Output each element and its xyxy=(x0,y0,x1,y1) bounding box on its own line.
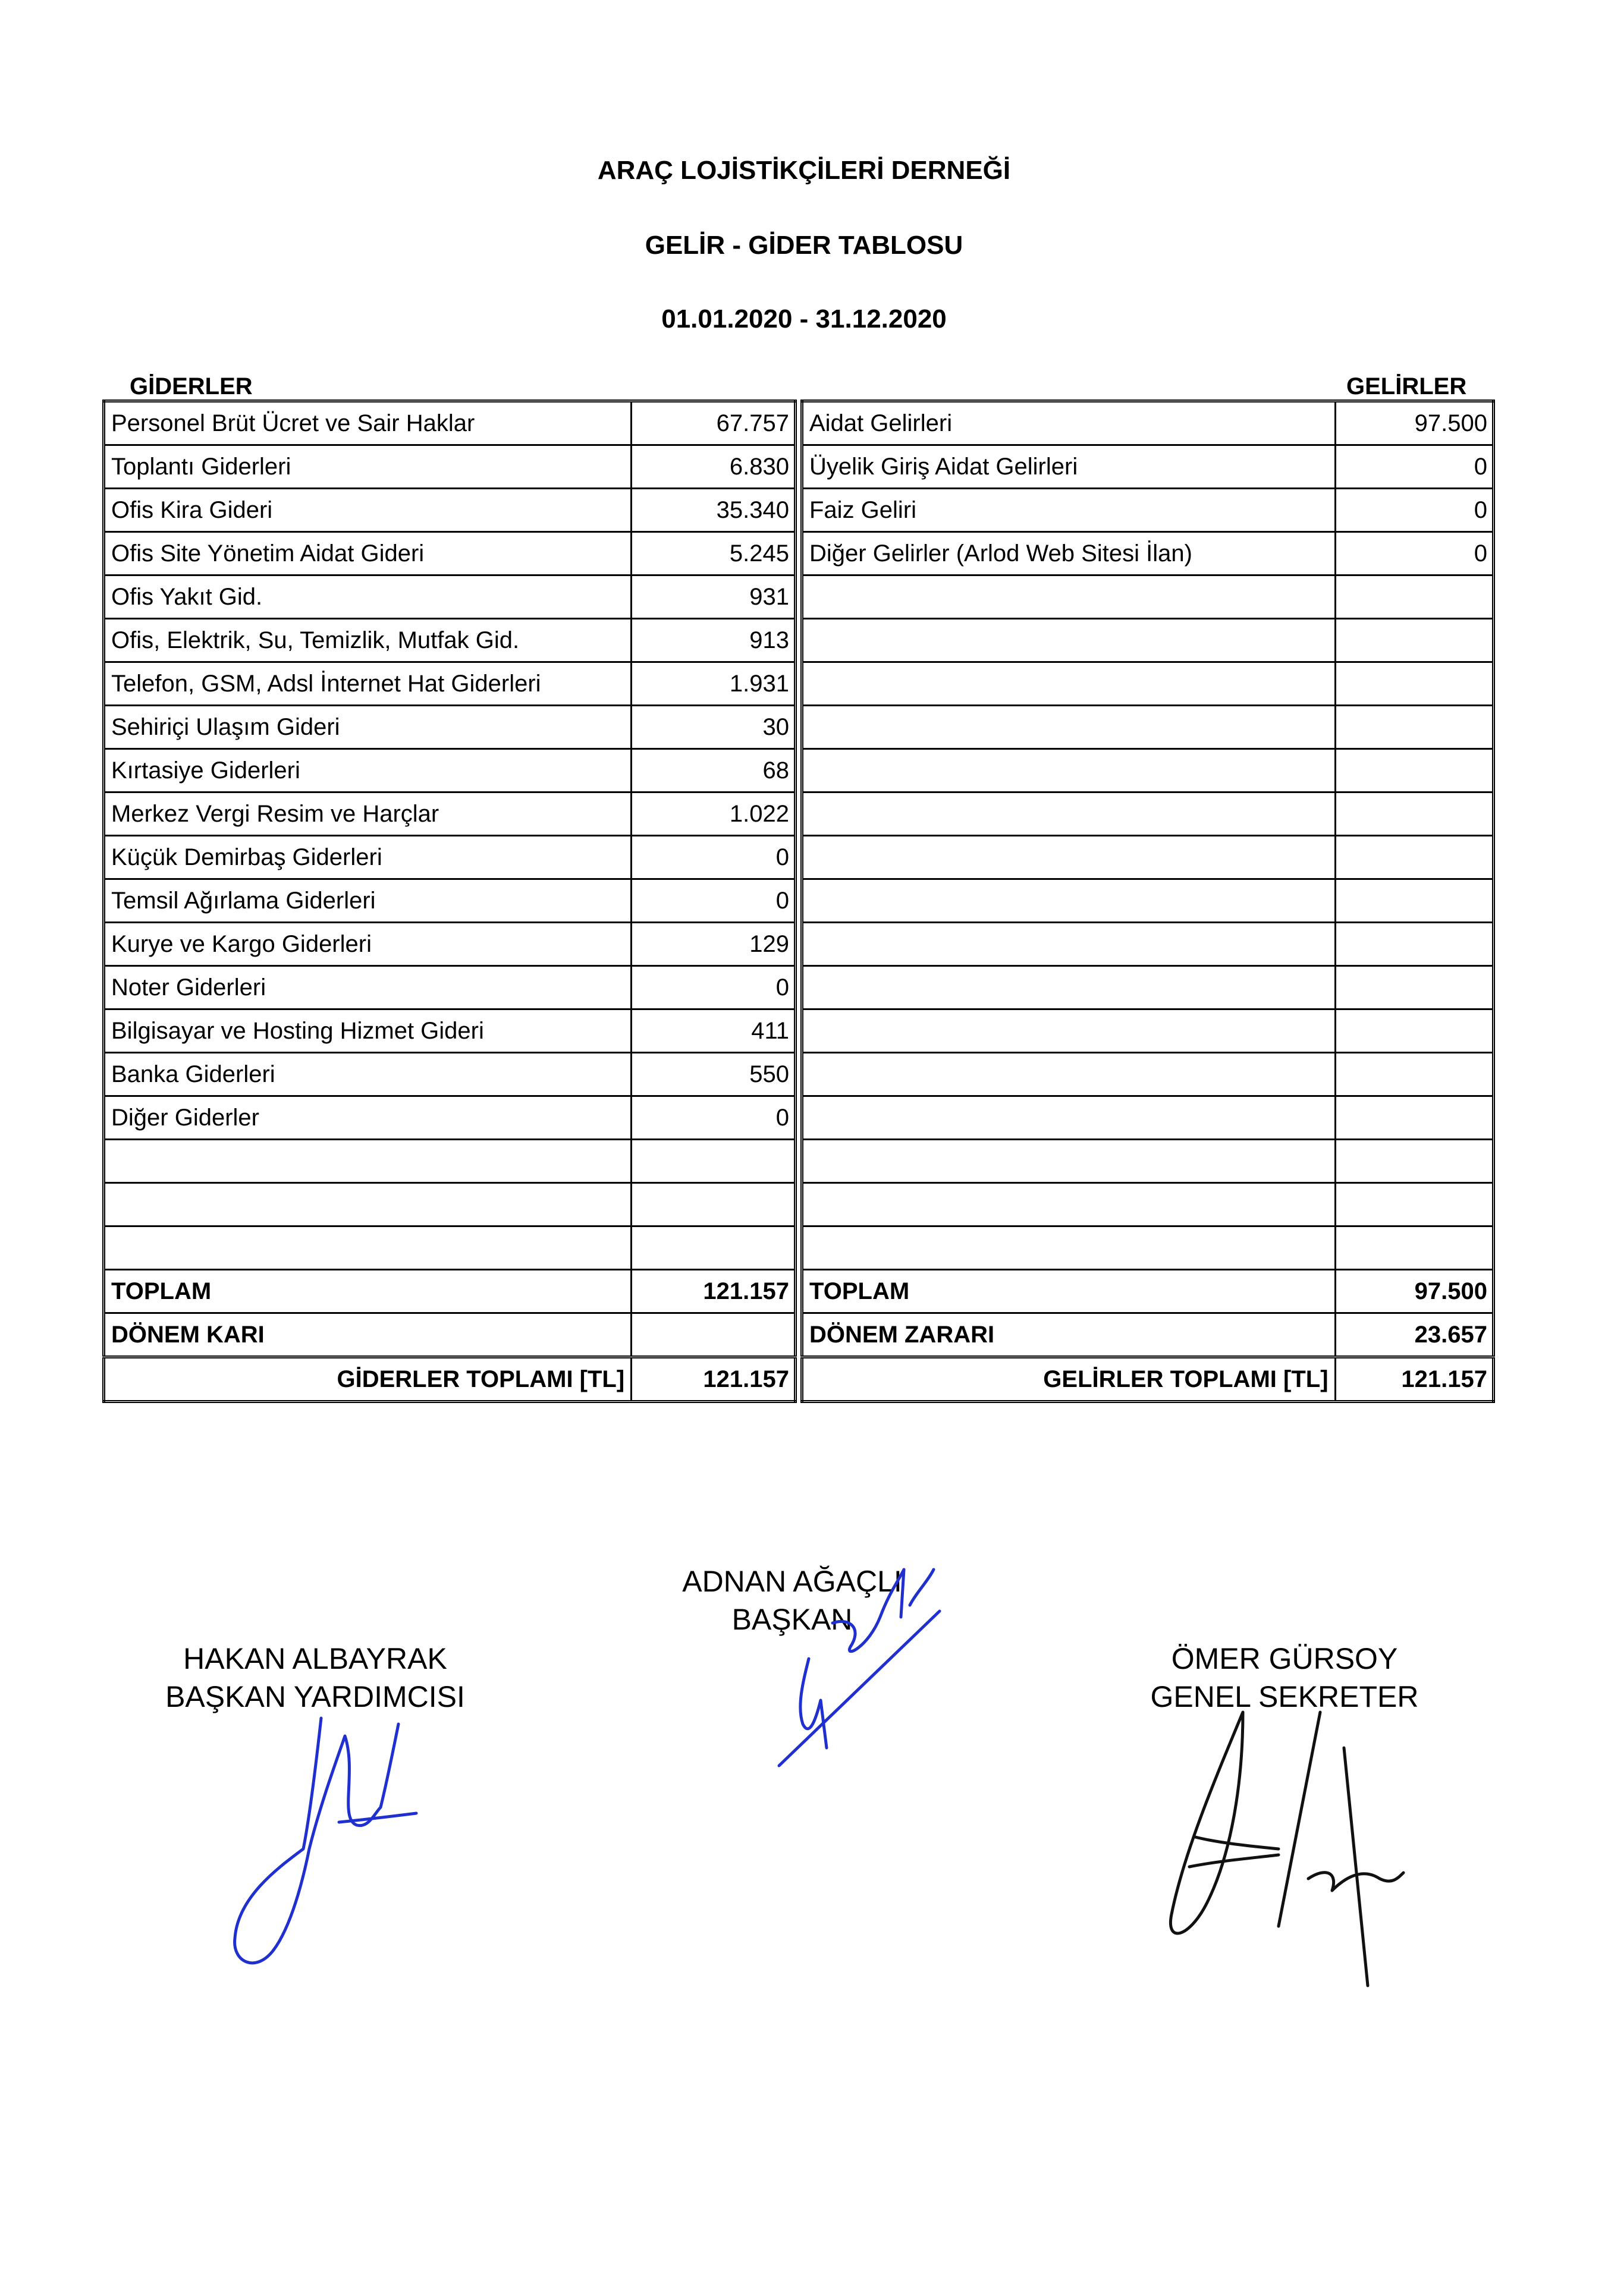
expense-item-value: 0 xyxy=(632,836,796,879)
income-row xyxy=(802,836,1494,879)
expense-row xyxy=(104,1226,796,1270)
expense-item-name: Toplantı Giderleri xyxy=(104,445,632,489)
expense-item-value xyxy=(632,1226,796,1270)
income-row xyxy=(802,619,1494,662)
period-loss-label: DÖNEM ZARARI xyxy=(802,1313,1336,1357)
income-item-value xyxy=(1335,749,1493,792)
income-row xyxy=(802,1140,1494,1183)
income-item-value: 97.500 xyxy=(1335,401,1493,445)
expense-row xyxy=(104,836,796,879)
expense-item-value: 1.931 xyxy=(632,662,796,706)
incomes-grand-total-label: GELİRLER TOPLAMI [TL] xyxy=(802,1357,1336,1402)
president-handwritten-signature xyxy=(761,1546,951,1784)
income-item-name xyxy=(802,706,1336,749)
expense-row xyxy=(104,792,796,836)
income-row xyxy=(802,401,1494,445)
income-item-name xyxy=(802,879,1336,923)
period-profit-label: DÖNEM KARI xyxy=(104,1313,632,1357)
expense-item-value: 30 xyxy=(632,706,796,749)
document-title: GELİR - GİDER TABLOSU xyxy=(645,231,963,260)
income-item-value xyxy=(1335,879,1493,923)
period-profit-value xyxy=(632,1313,796,1357)
income-row xyxy=(802,532,1494,575)
income-item-name: Diğer Gelirler (Arlod Web Sitesi İlan) xyxy=(802,532,1336,575)
president-name: ADNAN AĞAÇLI xyxy=(682,1565,902,1598)
expense-item-value: 67.757 xyxy=(632,401,796,445)
expense-row xyxy=(104,445,796,489)
incomes-total-label: TOPLAM xyxy=(802,1270,1336,1313)
expense-row xyxy=(104,619,796,662)
expense-row xyxy=(104,489,796,532)
expense-item-name: Ofis Site Yönetim Aidat Gideri xyxy=(104,532,632,575)
income-item-name xyxy=(802,749,1336,792)
period-loss-value: 23.657 xyxy=(1335,1313,1493,1357)
income-row xyxy=(802,1226,1494,1270)
expense-row xyxy=(104,1140,796,1183)
period-profit-row xyxy=(104,1313,796,1357)
income-item-name: Faiz Geliri xyxy=(802,489,1336,532)
expenses-grand-total-value: 121.157 xyxy=(632,1357,796,1402)
income-item-value xyxy=(1335,619,1493,662)
income-row xyxy=(802,445,1494,489)
expense-item-name: Noter Giderleri xyxy=(104,966,632,1009)
expense-item-value: 411 xyxy=(632,1009,796,1053)
income-item-value: 0 xyxy=(1335,489,1493,532)
expenses-total-row xyxy=(104,1270,796,1313)
expense-item-name xyxy=(104,1140,632,1183)
income-item-name xyxy=(802,575,1336,619)
incomes-grand-total-row xyxy=(802,1357,1494,1402)
expense-item-value: 5.245 xyxy=(632,532,796,575)
expense-row xyxy=(104,1009,796,1053)
expense-item-value: 0 xyxy=(632,966,796,1009)
expense-item-name: Ofis, Elektrik, Su, Temizlik, Mutfak Gid. xyxy=(104,619,632,662)
income-item-value: 0 xyxy=(1335,532,1493,575)
income-item-value xyxy=(1335,662,1493,706)
expense-item-value: 1.022 xyxy=(632,792,796,836)
expense-item-name: Küçük Demirbaş Giderleri xyxy=(104,836,632,879)
income-item-name xyxy=(802,1226,1336,1270)
income-item-value xyxy=(1335,575,1493,619)
expense-row xyxy=(104,401,796,445)
income-item-value xyxy=(1335,836,1493,879)
income-item-value xyxy=(1335,1009,1493,1053)
income-item-name xyxy=(802,1009,1336,1053)
expense-item-name: Temsil Ağırlama Giderleri xyxy=(104,879,632,923)
income-row xyxy=(802,575,1494,619)
expense-item-value: 931 xyxy=(632,575,796,619)
incomes-total-row xyxy=(802,1270,1494,1313)
expense-item-name: Banka Giderleri xyxy=(104,1053,632,1096)
expense-row xyxy=(104,1053,796,1096)
expense-item-name: Merkez Vergi Resim ve Harçlar xyxy=(104,792,632,836)
expense-item-name: Telefon, GSM, Adsl İnternet Hat Giderleri xyxy=(104,662,632,706)
expense-item-name xyxy=(104,1183,632,1226)
income-item-name xyxy=(802,792,1336,836)
expense-row xyxy=(104,966,796,1009)
income-row xyxy=(802,1053,1494,1096)
expense-item-name: Sehiriçi Ulaşım Gideri xyxy=(104,706,632,749)
expense-row xyxy=(104,879,796,923)
vice-president-name: HAKAN ALBAYRAK xyxy=(183,1642,447,1675)
expense-item-value xyxy=(632,1183,796,1226)
income-item-name xyxy=(802,923,1336,966)
income-item-value xyxy=(1335,1226,1493,1270)
period-loss-row xyxy=(802,1313,1494,1357)
income-item-name: Üyelik Giriş Aidat Gelirleri xyxy=(802,445,1336,489)
income-row xyxy=(802,662,1494,706)
expense-item-name: Kırtasiye Giderleri xyxy=(104,749,632,792)
expense-row xyxy=(104,1183,796,1226)
expense-row xyxy=(104,532,796,575)
income-item-name xyxy=(802,1140,1336,1183)
secretary-handwritten-signature xyxy=(1154,1700,1475,2009)
expense-item-value: 0 xyxy=(632,1096,796,1140)
expense-item-name: Kurye ve Kargo Giderleri xyxy=(104,923,632,966)
income-item-name: Aidat Gelirleri xyxy=(802,401,1336,445)
expense-row xyxy=(104,662,796,706)
income-item-name xyxy=(802,1053,1336,1096)
income-item-value xyxy=(1335,1183,1493,1226)
vice-president-role: BAŞKAN YARDIMCISI xyxy=(165,1680,465,1713)
expense-item-name: Personel Brüt Ücret ve Sair Haklar xyxy=(104,401,632,445)
income-row xyxy=(802,1183,1494,1226)
expense-item-name xyxy=(104,1226,632,1270)
expense-item-value xyxy=(632,1140,796,1183)
expense-item-name: Bilgisayar ve Hosting Hizmet Gideri xyxy=(104,1009,632,1053)
expenses-table xyxy=(102,400,797,1403)
expense-item-value: 35.340 xyxy=(632,489,796,532)
income-item-value xyxy=(1335,1096,1493,1140)
income-item-value xyxy=(1335,792,1493,836)
vice-president-handwritten-signature xyxy=(220,1700,470,1974)
secretary-role: GENEL SEKRETER xyxy=(1150,1680,1419,1713)
expenses-total-value: 121.157 xyxy=(632,1270,796,1313)
expense-row xyxy=(104,749,796,792)
expense-row xyxy=(104,706,796,749)
income-item-name xyxy=(802,619,1336,662)
expenses-heading: GİDERLER xyxy=(130,373,253,400)
income-item-name xyxy=(802,836,1336,879)
secretary-name: ÖMER GÜRSOY xyxy=(1171,1642,1398,1675)
incomes-total-value: 97.500 xyxy=(1335,1270,1493,1313)
income-item-name xyxy=(802,966,1336,1009)
income-item-value xyxy=(1335,923,1493,966)
expense-item-name: Ofis Kira Gideri xyxy=(104,489,632,532)
income-item-value xyxy=(1335,1140,1493,1183)
period-label: 01.01.2020 - 31.12.2020 xyxy=(661,304,947,334)
income-item-value xyxy=(1335,1053,1493,1096)
organization-title: ARAÇ LOJİSTİKÇİLERİ DERNEĞİ xyxy=(597,156,1011,185)
income-item-name xyxy=(802,662,1336,706)
incomes-table xyxy=(800,400,1495,1403)
income-row xyxy=(802,706,1494,749)
incomes-grand-total-value: 121.157 xyxy=(1335,1357,1493,1402)
expense-item-value: 6.830 xyxy=(632,445,796,489)
expense-item-value: 913 xyxy=(632,619,796,662)
president-role: BAŞKAN xyxy=(731,1603,853,1636)
income-row xyxy=(802,1096,1494,1140)
expenses-grand-total-label: GİDERLER TOPLAMI [TL] xyxy=(104,1357,632,1402)
expense-row xyxy=(104,1096,796,1140)
expense-row xyxy=(104,923,796,966)
income-row xyxy=(802,749,1494,792)
income-row xyxy=(802,792,1494,836)
expense-item-value: 0 xyxy=(632,879,796,923)
income-row xyxy=(802,1009,1494,1053)
expense-item-name: Ofis Yakıt Gid. xyxy=(104,575,632,619)
expenses-grand-total-row xyxy=(104,1357,796,1402)
income-row xyxy=(802,966,1494,1009)
income-item-value xyxy=(1335,966,1493,1009)
income-item-name xyxy=(802,1096,1336,1140)
expenses-total-label: TOPLAM xyxy=(104,1270,632,1313)
expense-item-value: 550 xyxy=(632,1053,796,1096)
expense-row xyxy=(104,575,796,619)
income-row xyxy=(802,923,1494,966)
expense-item-value: 129 xyxy=(632,923,796,966)
income-row xyxy=(802,879,1494,923)
expense-item-value: 68 xyxy=(632,749,796,792)
income-row xyxy=(802,489,1494,532)
expense-item-name: Diğer Giderler xyxy=(104,1096,632,1140)
income-item-value xyxy=(1335,706,1493,749)
incomes-heading: GELİRLER xyxy=(1346,373,1467,400)
income-item-name xyxy=(802,1183,1336,1226)
income-item-value: 0 xyxy=(1335,445,1493,489)
